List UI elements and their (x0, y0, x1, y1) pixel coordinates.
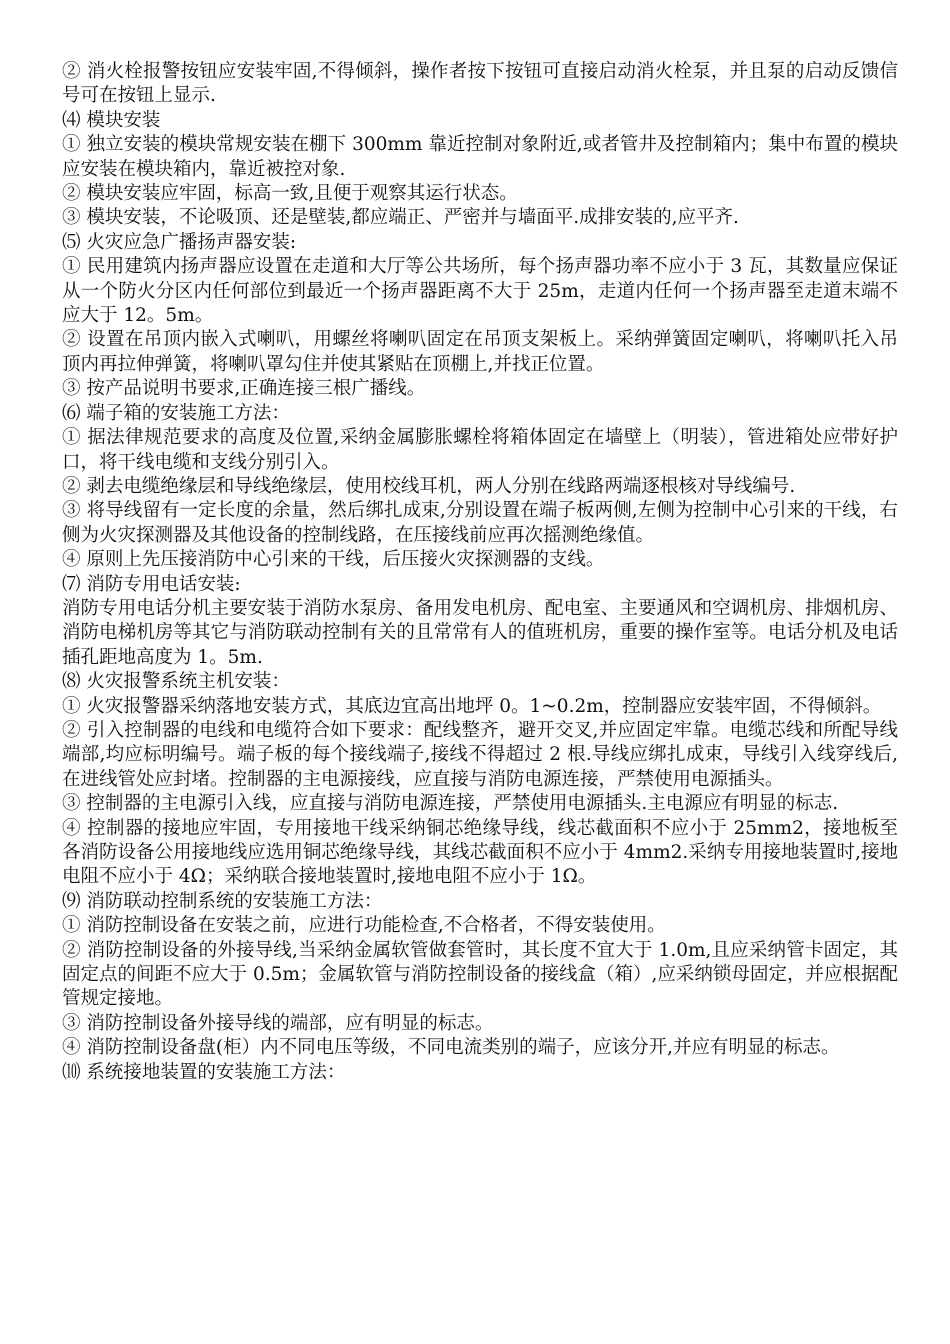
document-page (62, 60, 898, 1085)
paragraph-module-1: ① 独立安装的模块常规安装在棚下 300mm 靠近控制对象附近,或者管井及控制箱内；集中布置的模块应安装在模块箱内，靠近被控对象. (62, 134, 898, 180)
paragraph-module-2: ② 模块安装应牢固，标高一致,且便于观察其运行状态。 (62, 183, 518, 205)
paragraph-terminal-3: ③ 将导线留有一定长度的余量，然后绑扎成束,分别设置在端子板两侧,左侧为控制中心引来的干线，右侧为火灾探测器及其他设备的控制线路，在压接线前应再次摇测绝缘值。 (62, 500, 898, 546)
paragraph-button-install: ② 消火栓报警按钮应安装牢固,不得倾斜，操作者按下按钮可直接启动消火栓泵，并且泵的启动反馈信号可在按钮上显示. (62, 61, 898, 107)
paragraph-host-4: ④ 控制器的接地应牢固，专用接地干线采纳铜芯绝缘导线，线芯截面积不应小于 25mm2，接地板至各消防设备公用接地线应选用铜芯绝缘导线，其线芯截面积不应小于 4mm2.采纳专用接地装置时,接地电阻不应小于 4Ω；采纳联合接地装置时,接地电阻不应小于 1Ω。 (62, 817, 898, 888)
section-heading-linkage: ⑼ 消防联动控制系统的安装施工方法： (62, 890, 383, 912)
paragraph-terminal-2: ② 剥去电缆绝缘层和导线绝缘层，使用校线耳机，两人分别在线路两端逐根核对导线编号. (62, 475, 796, 497)
paragraph-speaker-3: ③ 按产品说明书要求,正确连接三根广播线。 (62, 378, 426, 400)
section-heading-terminal-box: ⑹ 端子箱的安装施工方法： (62, 402, 290, 424)
paragraph-linkage-3: ③ 消防控制设备外接导线的端部，应有明显的标志。 (62, 1012, 494, 1034)
section-heading-module: ⑷ 模块安装 (62, 109, 161, 131)
paragraph-host-1: ① 火灾报警器采纳落地安装方式，其底边宜高出地坪 0。1~0.2m，控制器应安装牢固，不得倾斜。 (62, 695, 882, 717)
paragraph-linkage-1: ① 消防控制设备在安装之前，应进行功能检查,不合格者，不得安装使用。 (62, 915, 666, 937)
paragraph-speaker-1: ① 民用建筑内扬声器应设置在走道和大厅等公共场所，每个扬声器功率不应小于 3 瓦，其数量应保证从一个防火分区内任何部位到最近一个扬声器距离不大于 25m，走道内任何一个扬声器至走道末端不应大于 12。5m。 (62, 256, 898, 327)
paragraph-linkage-4: ④ 消防控制设备盘(柜）内不同电压等级，不同电流类别的端子，应该分开,并应有明显的标志。 (62, 1037, 840, 1059)
paragraph-host-3: ③ 控制器的主电源引入线，应直接与消防电源连接，严禁使用电源插头.主电源应有明显的标志. (62, 793, 839, 815)
section-heading-grounding: ⑽ 系统接地装置的安装施工方法： (62, 1061, 346, 1083)
paragraph-speaker-2: ② 设置在吊顶内嵌入式喇叭，用螺丝将喇叭固定在吊顶支架板上。采纳弹簧固定喇叭，将喇叭托入吊顶内再拉伸弹簧，将喇叭罩勾住并使其紧贴在顶棚上,并找正位置。 (62, 329, 898, 375)
paragraph-module-3: ③ 模块安装，不论吸顶、还是壁装,都应端正、严密并与墙面平.成排安装的,应平齐. (62, 207, 739, 229)
section-heading-phone: ⑺ 消防专用电话安装: (62, 573, 241, 595)
paragraph-terminal-1: ① 据法律规范要求的高度及位置,采纳金属膨胀螺栓将箱体固定在墙壁上（明装），管进箱处应带好护口，将干线电缆和支线分别引入。 (62, 427, 898, 473)
paragraph-terminal-4: ④ 原则上先压接消防中心引来的干线，后压接火灾探测器的支线。 (62, 549, 605, 571)
section-heading-speaker: ⑸ 火灾应急广播扬声器安装: (62, 231, 297, 253)
paragraph-host-2: ② 引入控制器的电线和电缆符合如下要求：配线整齐，避开交叉,并应固定牢靠。电缆芯线和所配导线端部,均应标明编号。端子板的每个接线端子,接线不得超过 2 根.导线应绑扎成束，导线引入线穿线后,在进线管处应封堵。控制器的主电源接线，应直接与消防电源连接，严禁使用电源插头。 (62, 719, 898, 790)
paragraph-linkage-2: ② 消防控制设备的外接导线,当采纳金属软管做套管时，其长度不宜大于 1.0m,且应采纳管卡固定，其固定点的间距不应大于 0.5m；金属软管与消防控制设备的接线盒（箱）,应采纳锁母固定，并应根据配管规定接地。 (62, 939, 898, 1010)
paragraph-phone: 消防专用电话分机主要安装于消防水泵房、备用发电机房、配电室、主要通风和空调机房、排烟机房、消防电梯机房等其它与消防联动控制有关的且常常有人的值班机房，重要的操作室等。电话分机及电话插孔距地高度为 1。5m. (62, 597, 898, 668)
section-heading-host: ⑻ 火灾报警系统主机安装： (62, 671, 290, 693)
